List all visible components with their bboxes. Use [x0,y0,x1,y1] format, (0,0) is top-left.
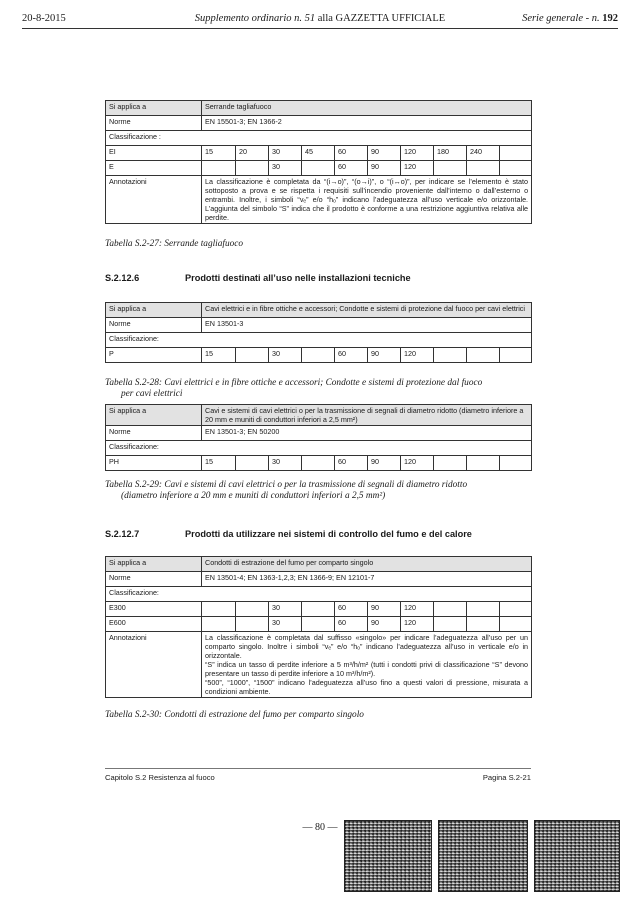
section-heading [105,273,411,283]
class-cell: 120 [401,602,434,617]
caption-line: (diametro inferiore a 20 mm e muniti di conduttori inferiori a 2,5 mm²) [121,491,386,501]
table-row [106,602,532,617]
scan-code-image [438,820,528,892]
table-row [106,146,532,161]
class-cell: 30 [269,617,302,632]
table-row [106,303,532,318]
class-cell [500,161,532,176]
norms-label: Norme [106,572,202,587]
norms-value: EN 13501-3; EN 50200 [202,426,532,441]
class-cell: 120 [401,348,434,363]
class-cell [236,161,269,176]
class-cell [434,348,467,363]
class-cell: 120 [401,456,434,471]
section-heading [105,529,472,539]
class-cell: 90 [368,146,401,161]
norms-label: Norme [106,426,202,441]
class-cell: 120 [401,161,434,176]
classification-label: Classificazione: [106,441,532,456]
class-cell [434,602,467,617]
class-cell: 60 [335,348,368,363]
classification-label: Classificazione: [106,587,532,602]
class-cell [500,617,532,632]
applies-value: Serrande tagliafuoco [202,101,532,116]
header-publication-rest: alla GAZZETTA UFFICIALE [315,13,446,24]
table-cavi-fibre [105,302,532,363]
table-serrande [105,100,532,224]
class-cell [302,456,335,471]
class-cell: 30 [269,146,302,161]
table-caption: Tabella S.2-27: Serrande tagliafuoco [105,239,244,249]
table-row [106,101,532,116]
class-cell: 45 [302,146,335,161]
class-cell: 240 [467,146,500,161]
footer-rule [105,768,531,769]
class-cell: 60 [335,617,368,632]
class-cell [467,161,500,176]
class-cell [302,161,335,176]
class-cell: 60 [335,602,368,617]
class-cell [467,602,500,617]
class-cell [467,348,500,363]
table-caption [105,378,535,400]
header-series-sep: - n. [583,13,603,24]
class-cell: 180 [434,146,467,161]
class-cell [434,617,467,632]
class-cell [500,602,532,617]
applies-value: Cavi e sistemi di cavi elettrici o per la trasmissione di segnali di diametro ridotto (diametro inferiore a 20 mm e muniti di conduttori inferiori a 2,5 mm²) [202,405,532,426]
class-cell: 60 [335,161,368,176]
class-cell [236,456,269,471]
class-cell [202,617,236,632]
table-caption: Tabella S.2-30: Condotti di estrazione del fumo per comparto singolo [105,710,364,720]
class-cell [434,161,467,176]
notes-label: Annotazioni [106,632,202,698]
table-row [106,333,532,348]
applies-value: Cavi elettrici e in fibre ottiche e accessori; Condotte e sistemi di protezione dal fuoco per cavi elettrici [202,303,532,318]
table-row [106,557,532,572]
class-cell [500,348,532,363]
caption-line: per cavi elettrici [121,389,183,399]
gazette-page-number: — 80 — [302,822,338,833]
classification-label: Classificazione : [106,131,532,146]
class-cell: 30 [269,602,302,617]
norms-label: Norme [106,318,202,333]
class-cell: 60 [335,146,368,161]
caption-line: Tabella S.2-28: Cavi elettrici e in fibre ottiche e accessori; Condotte e sistemi di protezione dal fuoco [105,378,483,388]
applies-label: Si applica a [106,101,202,116]
class-name: E600 [106,617,202,632]
table-row [106,617,532,632]
table-row [106,632,532,698]
class-cell: 90 [368,456,401,471]
table-row [106,176,532,224]
class-cell: 15 [202,456,236,471]
class-cell [302,348,335,363]
class-cell: 120 [401,617,434,632]
class-name: E [106,161,202,176]
class-cell [500,146,532,161]
class-cell: 90 [368,348,401,363]
section-number: S.2.12.6 [105,273,140,283]
class-cell [202,161,236,176]
class-name: PH [106,456,202,471]
table-condotti [105,556,532,698]
section-number: S.2.12.7 [105,529,140,539]
notes-value [202,632,532,698]
class-cell [467,617,500,632]
table-row [106,318,532,333]
header-series-label: Serie generale [522,13,583,24]
class-cell [236,602,269,617]
header-series [522,13,618,24]
class-cell [202,602,236,617]
class-cell [236,617,269,632]
notes-value: La classificazione è completata da “(i→o)”, “(o→i)”, o “(i↔o)”, per indicare se l’elemento è stato sottoposto a prova e se rispetta i requisiti sull’incendio proveniente dall’interno o dall’esterno o entrambi. Inoltre, i simboli “vₑ” e/o “hₒ” indicano l’adeguatezza all’uso verticale e/o orizzontale. L’aggiunta del simbolo “S” indica che il prodotto è conforme a una restrizione aggiuntiva relativa alle perdite. [202,176,532,224]
table-row [106,131,532,146]
notes-paragraph: La classificazione è completata dal suffisso «singolo» per indicare l’adeguatezza all’uso per un comparto singolo. Inoltre i simboli “vₑ” e/o “hₒ” indicano l’adeguatezza all’uso in verticale e/o in orizzontale. [205,633,529,660]
norms-value: EN 15501-3; EN 1366-2 [202,116,532,131]
norms-label: Norme [106,116,202,131]
applies-label: Si applica a [106,557,202,572]
class-cell: 30 [269,456,302,471]
table-row [106,441,532,456]
class-cell: 30 [269,348,302,363]
table-row [106,161,532,176]
scan-code-image [344,820,432,892]
header-publication-italic: Supplemento ordinario n. 51 [194,13,316,24]
class-cell: 90 [368,602,401,617]
table-row [106,426,532,441]
section-title: Prodotti destinati all’uso nelle installazioni tecniche [185,273,411,283]
class-cell [302,602,335,617]
class-name: EI [106,146,202,161]
class-cell [434,456,467,471]
class-cell: 60 [335,456,368,471]
class-cell: 15 [202,146,236,161]
section-title: Prodotti da utilizzare nei sistemi di controllo del fumo e del calore [185,529,472,539]
table-row [106,405,532,426]
table-caption [105,480,535,502]
class-cell: 90 [368,617,401,632]
class-name: P [106,348,202,363]
notes-paragraph: “500”, “1000”, “1500” indicano l’adeguatezza all’uso fino a questi valori di pressione, misurata a condizioni ambiente. [205,678,529,696]
table-row [106,572,532,587]
footer-page: Pagina S.2-21 [482,773,531,782]
header-number: 192 [602,13,618,24]
scan-code-image [534,820,620,892]
classification-label: Classificazione: [106,333,532,348]
class-name: E300 [106,602,202,617]
applies-label: Si applica a [106,405,202,426]
header-date: 20-8-2015 [22,13,66,24]
class-cell [500,456,532,471]
class-cell [467,456,500,471]
notes-label: Annotazioni [106,176,202,224]
table-row [106,587,532,602]
table-cavi-ridotti [105,404,532,471]
applies-label: Si applica a [106,303,202,318]
norms-value: EN 13501-3 [202,318,532,333]
table-row [106,456,532,471]
class-cell: 90 [368,161,401,176]
applies-value: Condotti di estrazione del fumo per comparto singolo [202,557,532,572]
class-cell: 15 [202,348,236,363]
caption-line: Tabella S.2-29: Cavi e sistemi di cavi elettrici o per la trasmissione di segnali di diametro ridotto [105,480,468,490]
class-cell: 20 [236,146,269,161]
class-cell: 30 [269,161,302,176]
table-row [106,348,532,363]
class-cell: 120 [401,146,434,161]
class-cell [236,348,269,363]
norms-value: EN 13501-4; EN 1363-1,2,3; EN 1366-9; EN 12101-7 [202,572,532,587]
footer-chapter: Capitolo S.2 Resistenza al fuoco [105,773,215,782]
notes-paragraph: “S” indica un tasso di perdite inferiore a 5 m³/h/m² (tutti i condotti privi di classificazione “S” devono presentare un tasso di perdite inferiore a 10 m³/h/m²). [205,660,529,678]
class-cell [302,617,335,632]
header-rule [22,28,618,29]
table-row [106,116,532,131]
